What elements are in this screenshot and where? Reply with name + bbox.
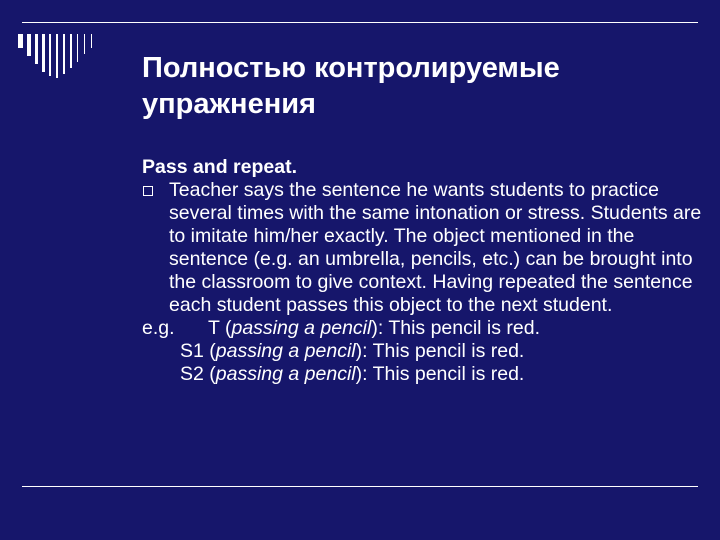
action-text: passing a pencil xyxy=(231,317,372,339)
sentence: This pencil is red. xyxy=(372,340,525,362)
speaker: S2 xyxy=(180,363,204,385)
bar xyxy=(18,34,23,48)
subheading: Pass and repeat. xyxy=(142,156,297,178)
action-text: passing a pencil xyxy=(215,340,356,362)
bar xyxy=(70,34,72,68)
slide-title xyxy=(142,50,702,122)
bullet-item xyxy=(142,179,702,317)
bar xyxy=(91,34,92,48)
bar xyxy=(63,34,65,74)
hollow-square-icon xyxy=(143,186,153,196)
sentence: This pencil is red. xyxy=(388,317,541,339)
bar xyxy=(56,34,58,78)
paren-open: ( xyxy=(219,317,232,339)
paren-close: ): xyxy=(355,340,373,362)
bullet-text: Teacher says the sentence he wants students to practice several times with the same intonation or stress. Students are to imitate him/her exactly. The object mentioned in the sentence (e.g. an umbrella, pencils, etc.) can be brought into the classroom to give context. Having repeated the sentence each student passes this object to the next student. xyxy=(169,179,702,316)
bar xyxy=(77,34,78,62)
paren-open: ( xyxy=(203,340,216,362)
speaker: S1 xyxy=(180,340,204,362)
action-text: passing a pencil xyxy=(215,363,356,385)
bar xyxy=(49,34,51,76)
bar xyxy=(35,34,38,64)
paren-close: ): xyxy=(355,363,373,385)
slide-body xyxy=(142,156,702,386)
example-prefix: e.g. xyxy=(142,317,175,339)
title-line-1: Полностью контролируемые xyxy=(142,52,560,84)
example-row xyxy=(142,363,702,386)
example-row xyxy=(142,317,702,340)
bar xyxy=(84,34,85,54)
example-row xyxy=(142,340,702,363)
paren-open: ( xyxy=(203,363,216,385)
bottom-divider xyxy=(22,486,698,487)
decorative-bars xyxy=(0,0,140,100)
title-line-2: упражнения xyxy=(142,88,316,120)
speaker: T xyxy=(208,317,220,339)
bar xyxy=(27,34,31,56)
bar xyxy=(42,34,45,72)
paren-close: ): xyxy=(371,317,389,339)
sentence: This pencil is red. xyxy=(372,363,525,385)
